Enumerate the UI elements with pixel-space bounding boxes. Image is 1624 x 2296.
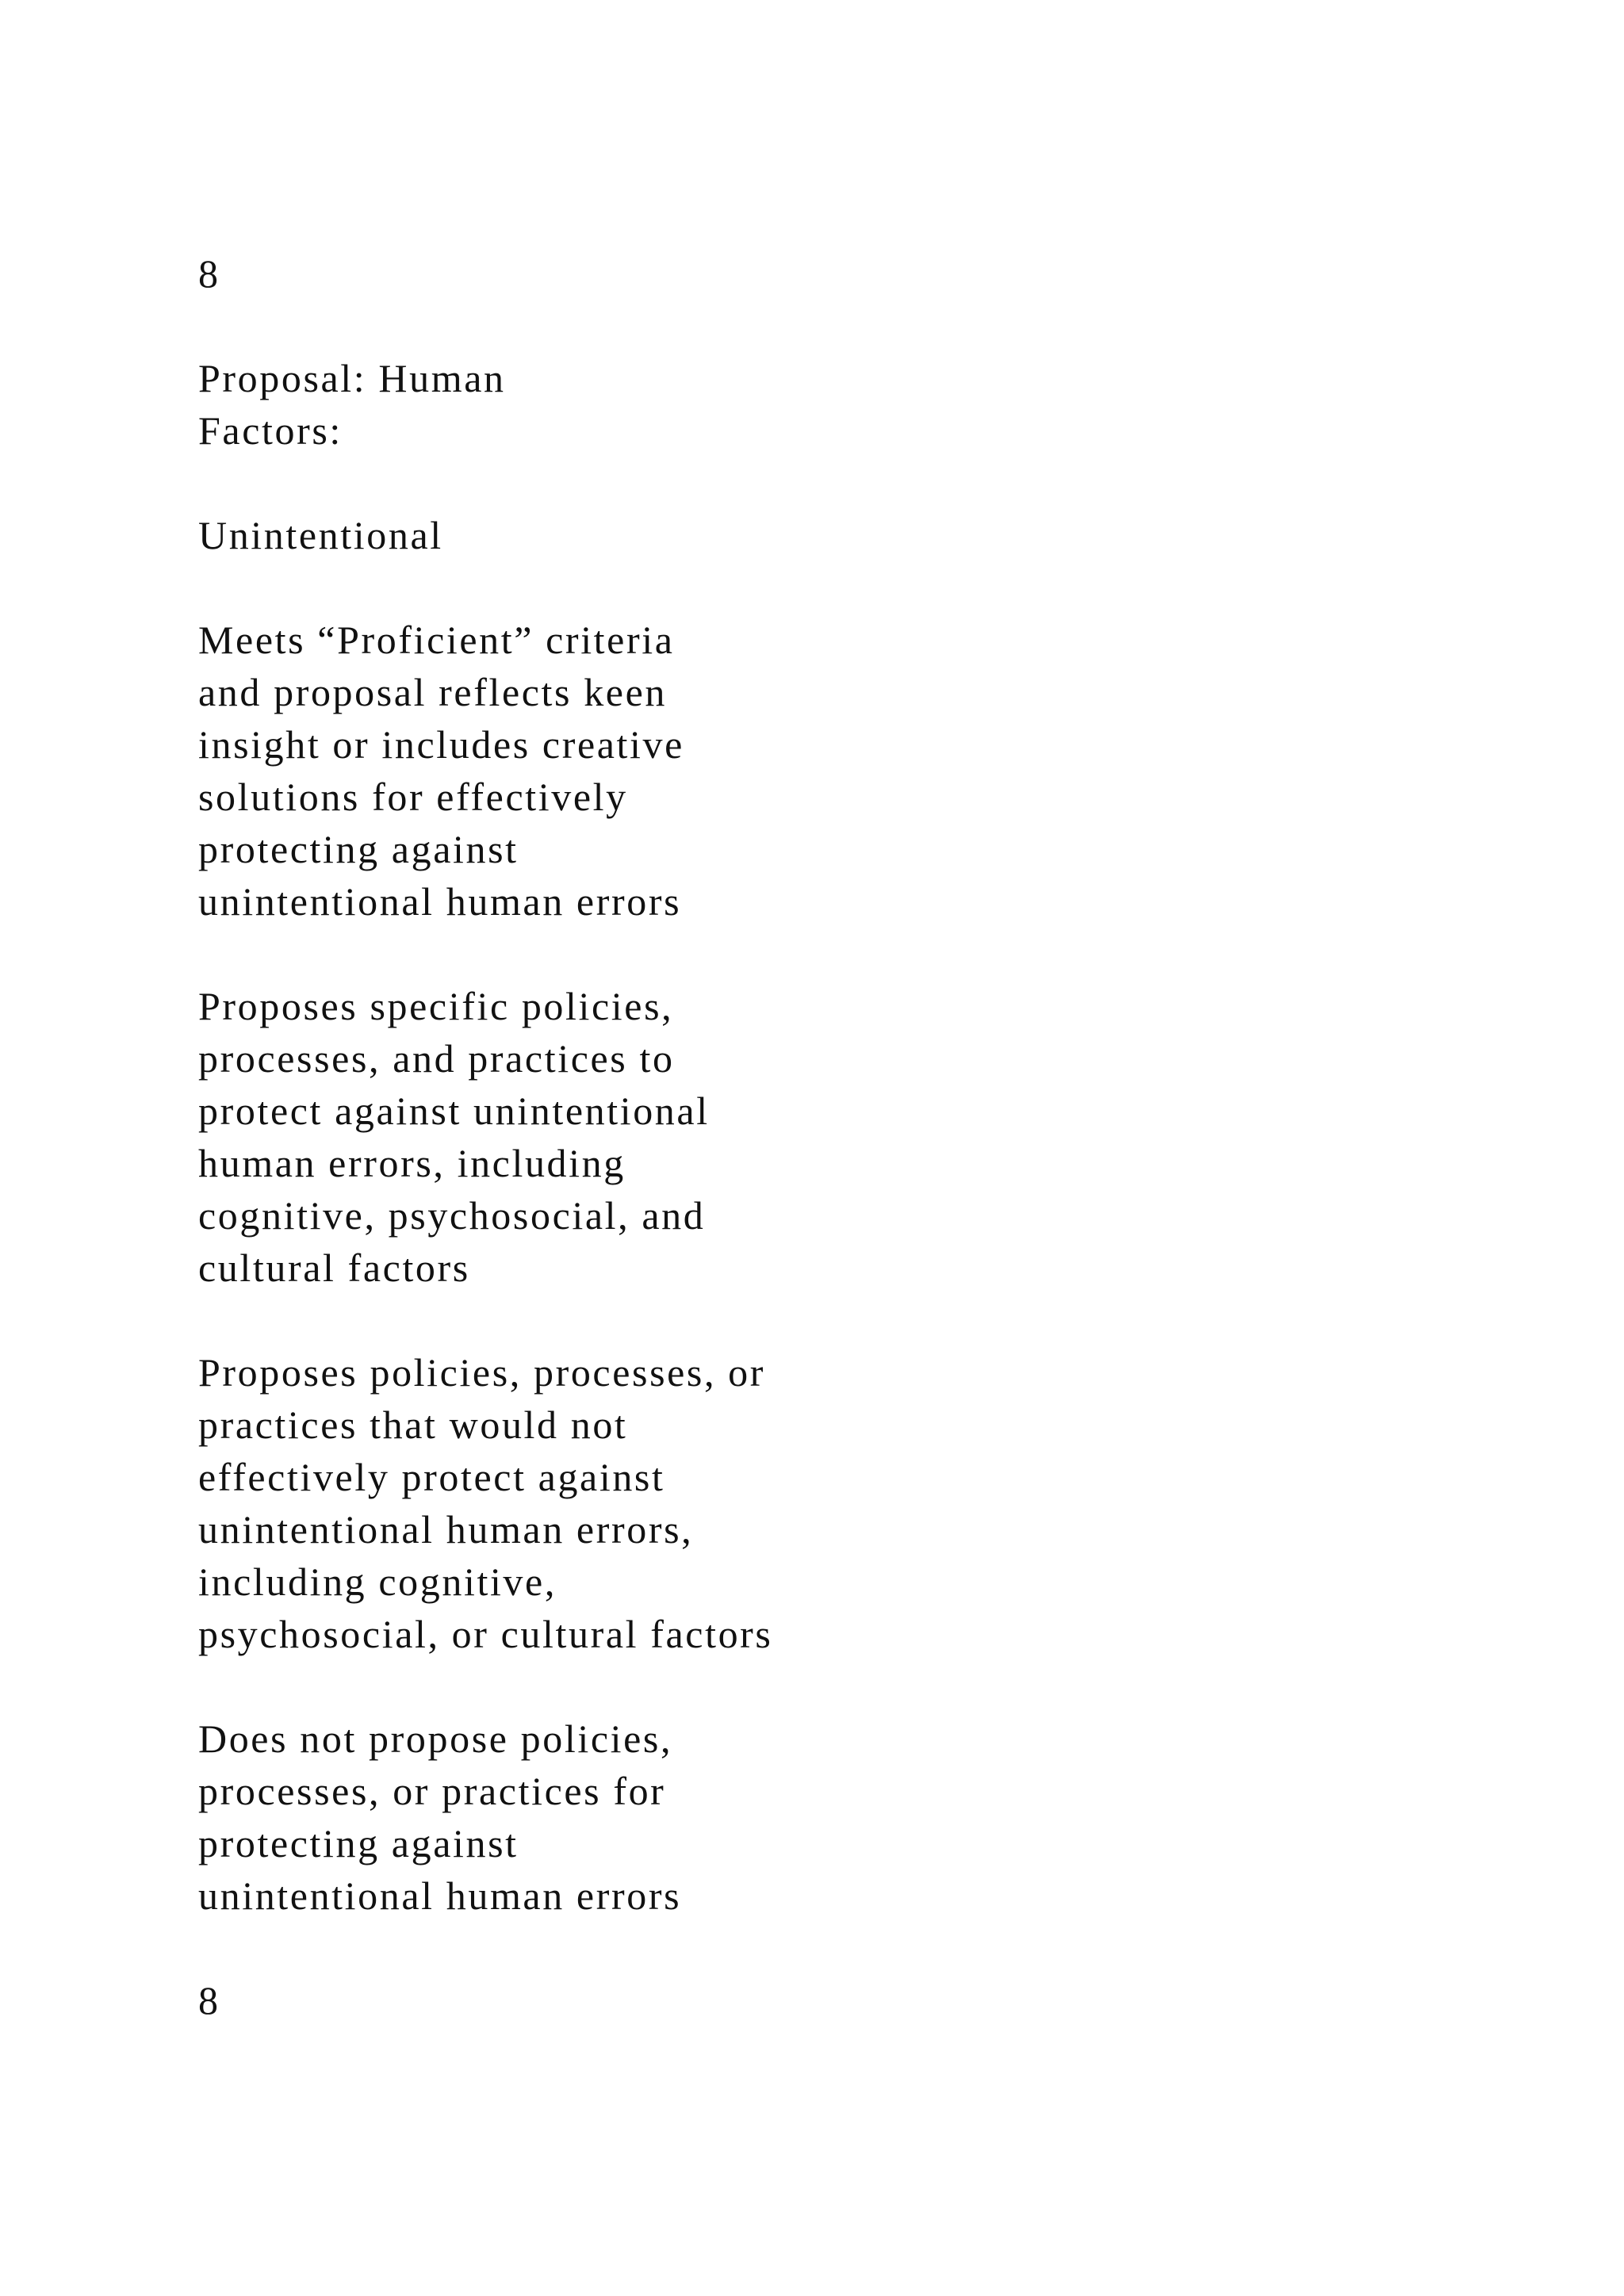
- proficient-line: human errors, including: [198, 1141, 626, 1185]
- exemplary-line: Meets “Proficient” criteria: [198, 618, 675, 662]
- not-evident-line: processes, or practices for: [198, 1769, 666, 1813]
- not-evident-line: Does not propose policies,: [198, 1716, 673, 1761]
- criterion-title-line: Factors:: [198, 408, 343, 453]
- needs-improvement-line: unintentional human errors,: [198, 1507, 694, 1552]
- criterion-title: [198, 352, 912, 457]
- needs-improvement-line: effectively protect against: [198, 1455, 665, 1499]
- rubric-content: [198, 247, 912, 2026]
- needs-improvement-line: practices that would not: [198, 1402, 628, 1447]
- exemplary-line: insight or includes creative: [198, 722, 684, 767]
- criterion-title-line: Proposal: Human: [198, 356, 506, 400]
- not-evident-line: unintentional human errors: [198, 1873, 682, 1918]
- points-value: [198, 1974, 912, 2026]
- needs-improvement-line: Proposes policies, processes, or: [198, 1350, 766, 1395]
- exemplary-line: protecting against: [198, 827, 519, 871]
- exemplary-description: [198, 614, 912, 928]
- exemplary-line: and proposal reflects keen: [198, 670, 667, 714]
- proficient-line: cultural factors: [198, 1246, 470, 1290]
- page-number-top: [198, 247, 912, 300]
- exemplary-line: solutions for effectively: [198, 775, 628, 819]
- proficient-line: processes, and practices to: [198, 1036, 675, 1081]
- page-number-text: 8: [198, 251, 220, 296]
- needs-improvement-description: [198, 1346, 912, 1660]
- proficient-description: [198, 980, 912, 1294]
- needs-improvement-line: psychosocial, or cultural factors: [198, 1612, 773, 1656]
- criterion-subtitle-text: Unintentional: [198, 513, 443, 557]
- not-evident-line: protecting against: [198, 1821, 519, 1866]
- proficient-line: cognitive, psychosocial, and: [198, 1193, 706, 1238]
- needs-improvement-line: including cognitive,: [198, 1559, 557, 1604]
- criterion-subtitle: [198, 509, 912, 561]
- points-value-text: 8: [198, 1978, 220, 2022]
- proficient-line: Proposes specific policies,: [198, 984, 674, 1028]
- proficient-line: protect against unintentional: [198, 1089, 710, 1133]
- exemplary-line: unintentional human errors: [198, 879, 682, 924]
- not-evident-description: [198, 1712, 912, 1922]
